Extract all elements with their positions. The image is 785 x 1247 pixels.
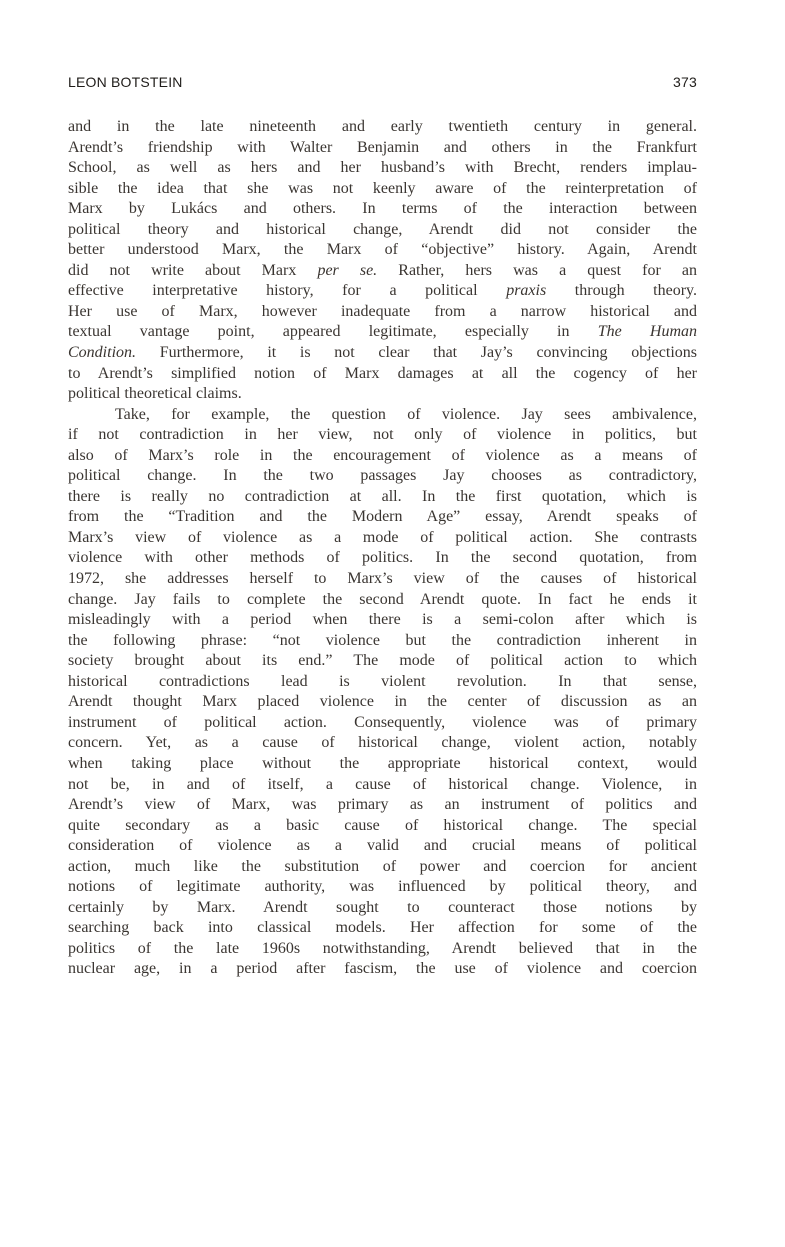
text-line (68, 631, 697, 652)
text-line (68, 959, 697, 980)
body-text (68, 117, 697, 980)
text-run: action, much like the substitution of power and coercion for ancient (68, 857, 697, 875)
text-line (68, 733, 697, 754)
text-run: violence with other methods of politics. In the second quotation, from (68, 549, 697, 567)
text-line (68, 405, 697, 426)
text-run: certainly by Marx. Arendt sought to counteract those notions by (68, 898, 697, 916)
text-line (68, 425, 697, 446)
text-run: the following phrase: “not violence but the contradiction inherent in (68, 631, 697, 649)
text-run: better understood Marx, the Marx of “objective” history. Again, Arendt (68, 241, 697, 259)
text-run: Arendt’s view of Marx, was primary as an instrument of politics and (68, 796, 697, 814)
running-head-author: LEON BOTSTEIN (68, 74, 183, 90)
text-run: Arendt thought Marx placed violence in the center of discussion as an (68, 693, 697, 711)
text-run: political theoretical claims. (68, 385, 242, 403)
text-run: through theory. (546, 282, 698, 300)
text-run: Take, for example, the question of violence. Jay sees ambivalence, (115, 405, 697, 423)
text-run: to Arendt’s simplified notion of Marx damages at all the cogency of her (68, 364, 697, 382)
text-line (68, 343, 697, 364)
text-line (68, 158, 697, 179)
text-run: politics of the late 1960s notwithstanding, Arendt believed that in the (68, 939, 697, 957)
text-line (68, 816, 697, 837)
paragraph (68, 117, 697, 405)
text-line (68, 261, 697, 282)
text-run: concern. Yet, as a cause of historical change, violent action, notably (68, 734, 697, 752)
text-line (68, 713, 697, 734)
text-run: not be, in and of itself, a cause of historical change. Violence, in (68, 775, 697, 793)
text-run: Rather, hers was a quest for an (377, 261, 698, 279)
text-run: if not contradiction in her view, not only of violence in politics, but (68, 426, 697, 444)
italic-text: praxis (506, 282, 547, 300)
text-line (68, 240, 697, 261)
text-run: when taking place without the appropriate historical context, would (68, 754, 697, 772)
text-line (68, 918, 697, 939)
text-run: notions of legitimate authority, was influenced by political theory, and (68, 878, 697, 896)
italic-text: Condition. (68, 344, 137, 362)
text-run: misleadingly with a period when there is a semi-colon after which is (68, 611, 697, 629)
text-run: searching back into classical models. Her affection for some of the (68, 919, 697, 937)
text-line (68, 281, 697, 302)
text-line (68, 384, 697, 405)
text-line (68, 836, 697, 857)
text-line (68, 569, 697, 590)
text-run: Her use of Marx, however inadequate from a narrow historical and (68, 302, 697, 320)
text-run: political change. In the two passages Jay chooses as contradictory, (68, 467, 697, 485)
text-run: School, as well as hers and her husband’s with Brecht, renders implau- (68, 159, 697, 177)
text-line (68, 775, 697, 796)
text-line (68, 322, 697, 343)
text-line (68, 939, 697, 960)
text-line (68, 199, 697, 220)
text-run: political theory and historical change, Arendt did not consider the (68, 220, 697, 238)
running-head (68, 74, 697, 94)
text-run: society brought about its end.” The mode of political action to which (68, 652, 697, 670)
text-line (68, 302, 697, 323)
text-run: and in the late nineteenth and early twentieth century in general. (68, 118, 697, 135)
paragraph (68, 405, 697, 980)
text-line (68, 138, 697, 159)
text-run: there is really no contradiction at all. In the first quotation, which is (68, 487, 697, 505)
text-run: sible the idea that she was not keenly aware of the reinterpretation of (68, 179, 697, 197)
text-run: instrument of political action. Consequently, violence was of primary (68, 713, 697, 731)
text-line (68, 754, 697, 775)
text-line (68, 548, 697, 569)
text-run: Furthermore, it is not clear that Jay’s convincing objections (136, 344, 697, 362)
italic-text: The Human (597, 323, 697, 341)
text-run: Marx by Lukács and others. In terms of the interaction between (68, 200, 697, 218)
text-line (68, 117, 697, 138)
text-run: did not write about Marx (68, 261, 318, 279)
page-number: 373 (673, 74, 697, 90)
text-line (68, 857, 697, 878)
text-line (68, 364, 697, 385)
text-run: nuclear age, in a period after fascism, the use of violence and coercion (68, 960, 697, 978)
text-run: effective interpretative history, for a political (68, 282, 507, 300)
text-line (68, 220, 697, 241)
text-line (68, 651, 697, 672)
text-line (68, 610, 697, 631)
text-run: 1972, she addresses herself to Marx’s view of the causes of historical (68, 570, 697, 588)
text-line (68, 877, 697, 898)
text-line (68, 507, 697, 528)
text-line (68, 795, 697, 816)
text-line (68, 692, 697, 713)
text-line (68, 528, 697, 549)
text-run: textual vantage point, appeared legitimate, especially in (68, 323, 598, 341)
text-run: quite secondary as a basic cause of historical change. The special (68, 816, 697, 834)
text-run: consideration of violence as a valid and crucial means of political (68, 837, 697, 855)
italic-text: per se. (317, 261, 378, 279)
text-line (68, 590, 697, 611)
text-run: change. Jay fails to complete the second Arendt quote. In fact he ends it (68, 590, 697, 608)
text-line (68, 672, 697, 693)
text-run: historical contradictions lead is violent revolution. In that sense, (68, 672, 697, 690)
text-line (68, 466, 697, 487)
text-run: Marx’s view of violence as a mode of political action. She contrasts (68, 528, 697, 546)
text-line (68, 487, 697, 508)
text-run: Arendt’s friendship with Walter Benjamin and others in the Frankfurt (68, 138, 697, 156)
text-line (68, 179, 697, 200)
text-run: from the “Tradition and the Modern Age” essay, Arendt speaks of (68, 508, 697, 526)
text-line (68, 898, 697, 919)
text-run: also of Marx’s role in the encouragement of violence as a means of (68, 446, 697, 464)
text-line (68, 446, 697, 467)
